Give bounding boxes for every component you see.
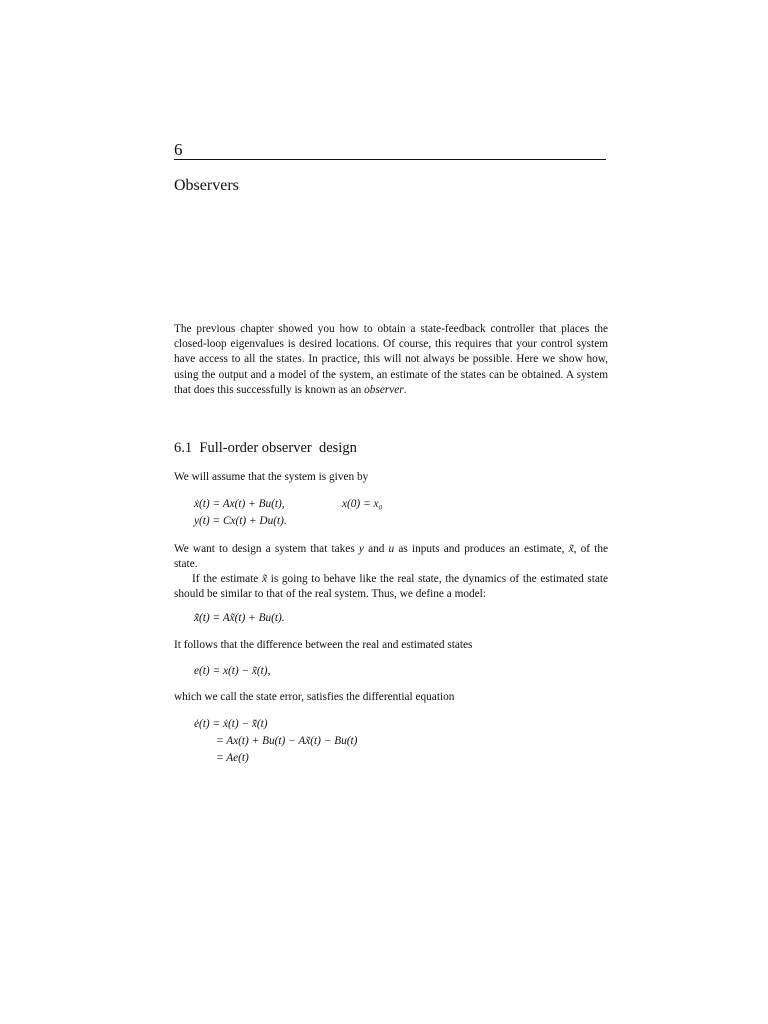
section-heading: [174, 439, 357, 457]
paragraph-estimate-dynamics: [174, 572, 608, 602]
paragraph-state-error: which we call the state error, satisfies the differential equation: [174, 691, 455, 703]
equation-error: e(t) = x(t) − x̃(t),: [194, 665, 271, 677]
math-y: y: [358, 543, 364, 555]
chapter-rule: [174, 159, 606, 160]
paragraph-design-goal: [174, 542, 608, 572]
chapter-title: Observers: [174, 177, 239, 194]
equation-state: ẋ(t) = Ax(t) + Bu(t),: [194, 498, 285, 510]
text-run: is going to behave like the real state, the dynamics of the estimated state should be similar to that of the real system. Thus, we define a model:: [174, 573, 608, 601]
math-xhat: x̃: [262, 573, 268, 585]
paragraph-difference: It follows that the difference between the real and estimated states: [174, 639, 473, 651]
intro-end: .: [403, 383, 407, 396]
math-u: u: [388, 543, 395, 555]
equation-derivation-line-3: = Ae(t): [216, 752, 249, 764]
equation-derivation-line-1: ė(t) = ẋ(t) − x̃̇(t): [194, 718, 268, 730]
equation-output: y(t) = Cx(t) + Du(t).: [194, 515, 287, 527]
text-run: and: [363, 543, 389, 555]
equation-initial-condition: x(0) = x₀: [342, 498, 383, 510]
equation-derivation-line-2: = Ax(t) + Bu(t) − Ax̃(t) − Bu(t): [216, 735, 358, 747]
intro-paragraph: [174, 322, 608, 398]
text-run: as inputs and produces an estimate,: [394, 543, 569, 555]
text-run: We want to design a system that takes: [174, 543, 359, 555]
intro-text: The previous chapter showed you how to obtain a state-feedback controller that places the closed-loop eigenvalues is desired locations. Of course, this requires that your control system have access to all the states. In practice, this will not always be possible. Here we show how, using the output and a model of the system, an estimate of the states can be obtained. A system that does this successfully is known as an: [174, 323, 608, 396]
text-run: , of the state.: [174, 543, 608, 571]
paragraph-system-assumption: We will assume that the system is given by: [174, 471, 369, 483]
math-xhat: x̃: [568, 543, 574, 555]
text-run: If the estimate: [192, 573, 262, 585]
equation-model: x̃̇(t) = Ax̃(t) + Bu(t).: [194, 612, 285, 624]
intro-emphasis: observer: [364, 383, 404, 396]
chapter-number: 6: [174, 140, 183, 159]
section-number: 6.1: [174, 440, 193, 456]
section-title: Full-order observer design: [199, 440, 357, 456]
